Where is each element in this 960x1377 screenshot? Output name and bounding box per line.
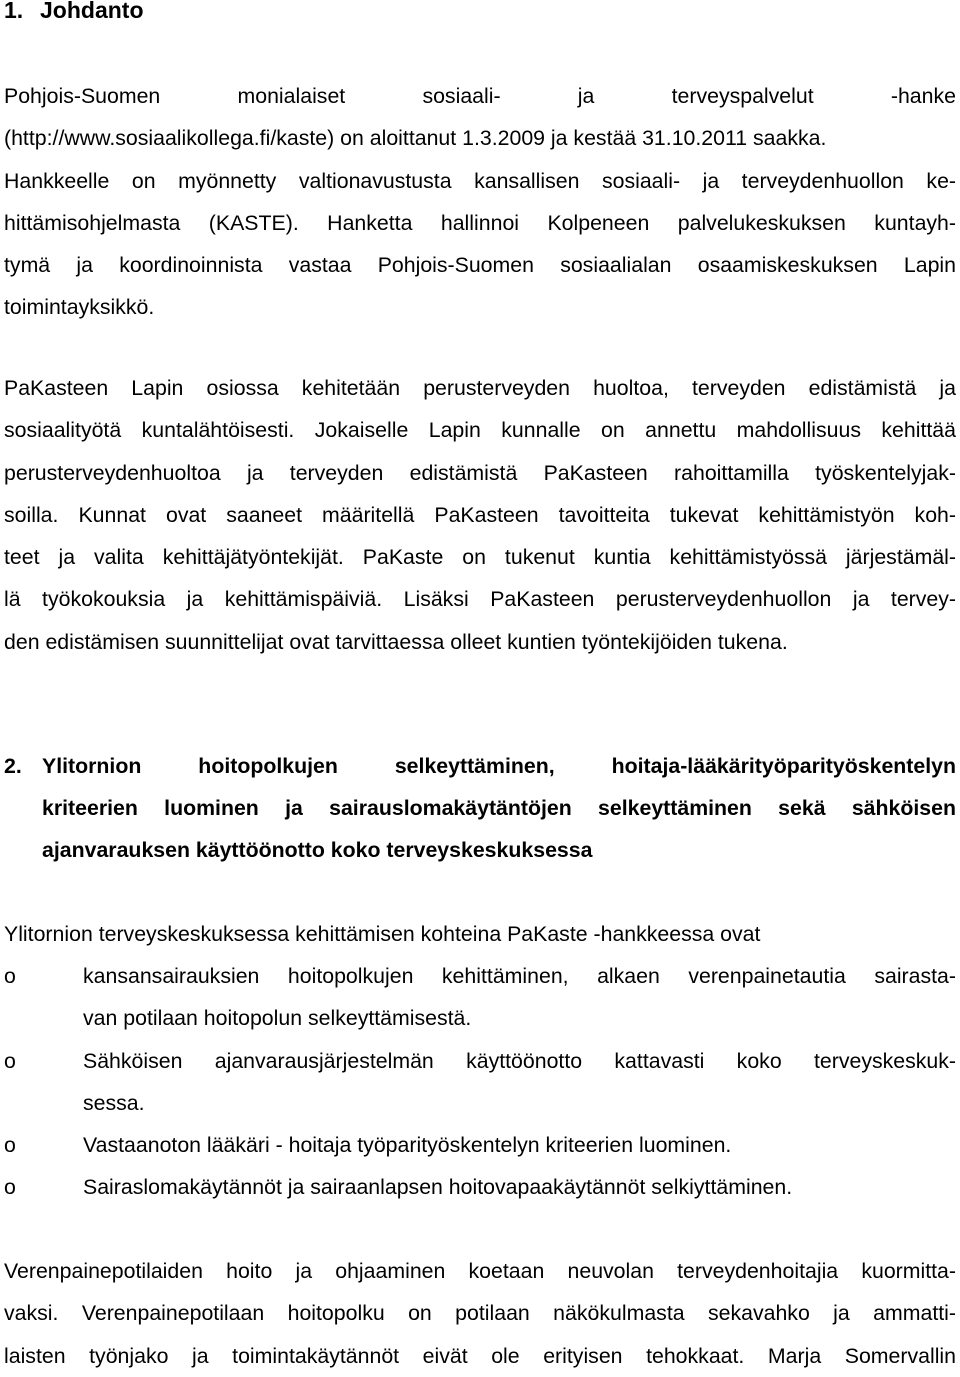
paragraph-line: Verenpainepotilaiden hoito ja ohjaaminen koetaan neuvolan terveydenhoitajia kuormitta- — [4, 1259, 956, 1283]
bullet-marker: o — [4, 1175, 16, 1200]
bullet-marker: o — [4, 964, 16, 988]
list-item — [4, 1040, 956, 1125]
paragraph-line: sosiaalityötä kuntalähtöisesti. Jokaiselle Lapin kunnalle on annettu mahdollisuus kehittää — [4, 418, 956, 443]
section-2-intro — [4, 913, 956, 955]
paragraph-line: (http://www.sosiaalikollega.fi/kaste) on aloittanut 1.3.2009 ja kestää 31.10.2011 saakka. — [4, 126, 827, 151]
paragraph-line: den edistämisen suunnittelijat ovat tarvittaessa olleet kuntien työntekijöiden tukena. — [4, 629, 788, 654]
heading-line: Ylitornion hoitopolkujen selkeyttäminen, hoitaja-lääkärityöparityöskentelyn — [42, 754, 956, 778]
section-1-heading — [4, 0, 144, 25]
paragraph-line: toimintayksikkö. — [4, 295, 155, 320]
paragraph-line: PaKasteen Lapin osiossa kehitetään perusterveyden huoltoa, terveyden edistämistä ja — [4, 376, 956, 400]
list-item-line: van potilaan hoitopolun selkeyttämisestä. — [83, 1006, 472, 1031]
list-item — [4, 955, 956, 1040]
paragraph-line: perusterveydenhuoltoa ja terveyden edistämistä PaKasteen rahoittamilla työskentelyjak- — [4, 460, 956, 485]
paragraph-line: soilla. Kunnat ovat saaneet määritellä PaKasteen tavoitteita tukevat kehittämistyön koh- — [4, 502, 956, 527]
list-item-line: sessa. — [83, 1090, 145, 1115]
paragraph-line: Hankkeelle on myönnetty valtionavustusta kansallisen sosiaali- ja terveydenhuollon ke- — [4, 168, 956, 193]
section-2-heading — [4, 745, 956, 871]
paragraph-line: vaksi. Verenpainepotilaan hoitopolku on potilaan näkökulmasta sekavahko ja ammatti- — [4, 1301, 956, 1326]
list-item-line: Sairaslomakäytännöt ja sairaanlapsen hoitovapaakäytännöt selkiyttäminen. — [83, 1175, 793, 1200]
paragraph-line: Ylitornion terveyskeskuksessa kehittämisen kohteina PaKaste -hankkeessa ovat — [4, 922, 761, 946]
list-item — [4, 1166, 956, 1208]
section-1-title: Johdanto — [40, 0, 144, 23]
section-1-number: 1. — [4, 0, 24, 23]
bullet-marker: o — [4, 1133, 16, 1158]
section-2-paragraph — [4, 1250, 956, 1377]
paragraph-line: hittämisohjelmasta (KASTE). Hanketta hallinnoi Kolpeneen palvelukeskuksen kuntayh- — [4, 210, 956, 235]
list-item-line: Vastaanoton lääkäri - hoitaja työparityöskentelyn kriteerien luominen. — [83, 1133, 732, 1158]
list-item-line: kansansairauksien hoitopolkujen kehittäminen, alkaen verenpainetautia sairasta- — [83, 964, 956, 988]
intro-paragraph-2 — [4, 367, 956, 663]
heading-line: ajanvarauksen käyttöönotto koko terveyskeskuksessa — [42, 838, 593, 862]
list-item — [4, 1124, 956, 1166]
intro-paragraph-1 — [4, 75, 956, 329]
paragraph-line: tymä ja koordinoinnista vastaa Pohjois-Suomen sosiaalialan osaamiskeskuksen Lapin — [4, 253, 956, 278]
list-item-line: Sähköisen ajanvarausjärjestelmän käyttöönotto kattavasti koko terveyskeskuk- — [83, 1048, 956, 1073]
heading-line: kriteerien luominen ja sairauslomakäytäntöjen selkeyttäminen sekä sähköisen — [42, 796, 956, 820]
paragraph-line: Pohjois-Suomen monialaiset sosiaali- ja terveyspalvelut -hanke — [4, 84, 956, 108]
bullet-marker: o — [4, 1048, 16, 1073]
paragraph-line: laisten työnjako ja toimintakäytännöt eivät ole erityisen tehokkaat. Marja Somervallin — [4, 1343, 956, 1368]
paragraph-line: teet ja valita kehittäjätyöntekijät. PaKaste on tukenut kuntia kehittämistyössä järjestämäl- — [4, 545, 956, 570]
section-2-title — [42, 745, 956, 871]
paragraph-line: lä työkokouksia ja kehittämispäiviä. Lisäksi PaKasteen perusterveydenhuollon ja tervey- — [4, 587, 956, 612]
section-2-number: 2. — [4, 754, 22, 778]
objectives-list — [4, 955, 956, 1209]
